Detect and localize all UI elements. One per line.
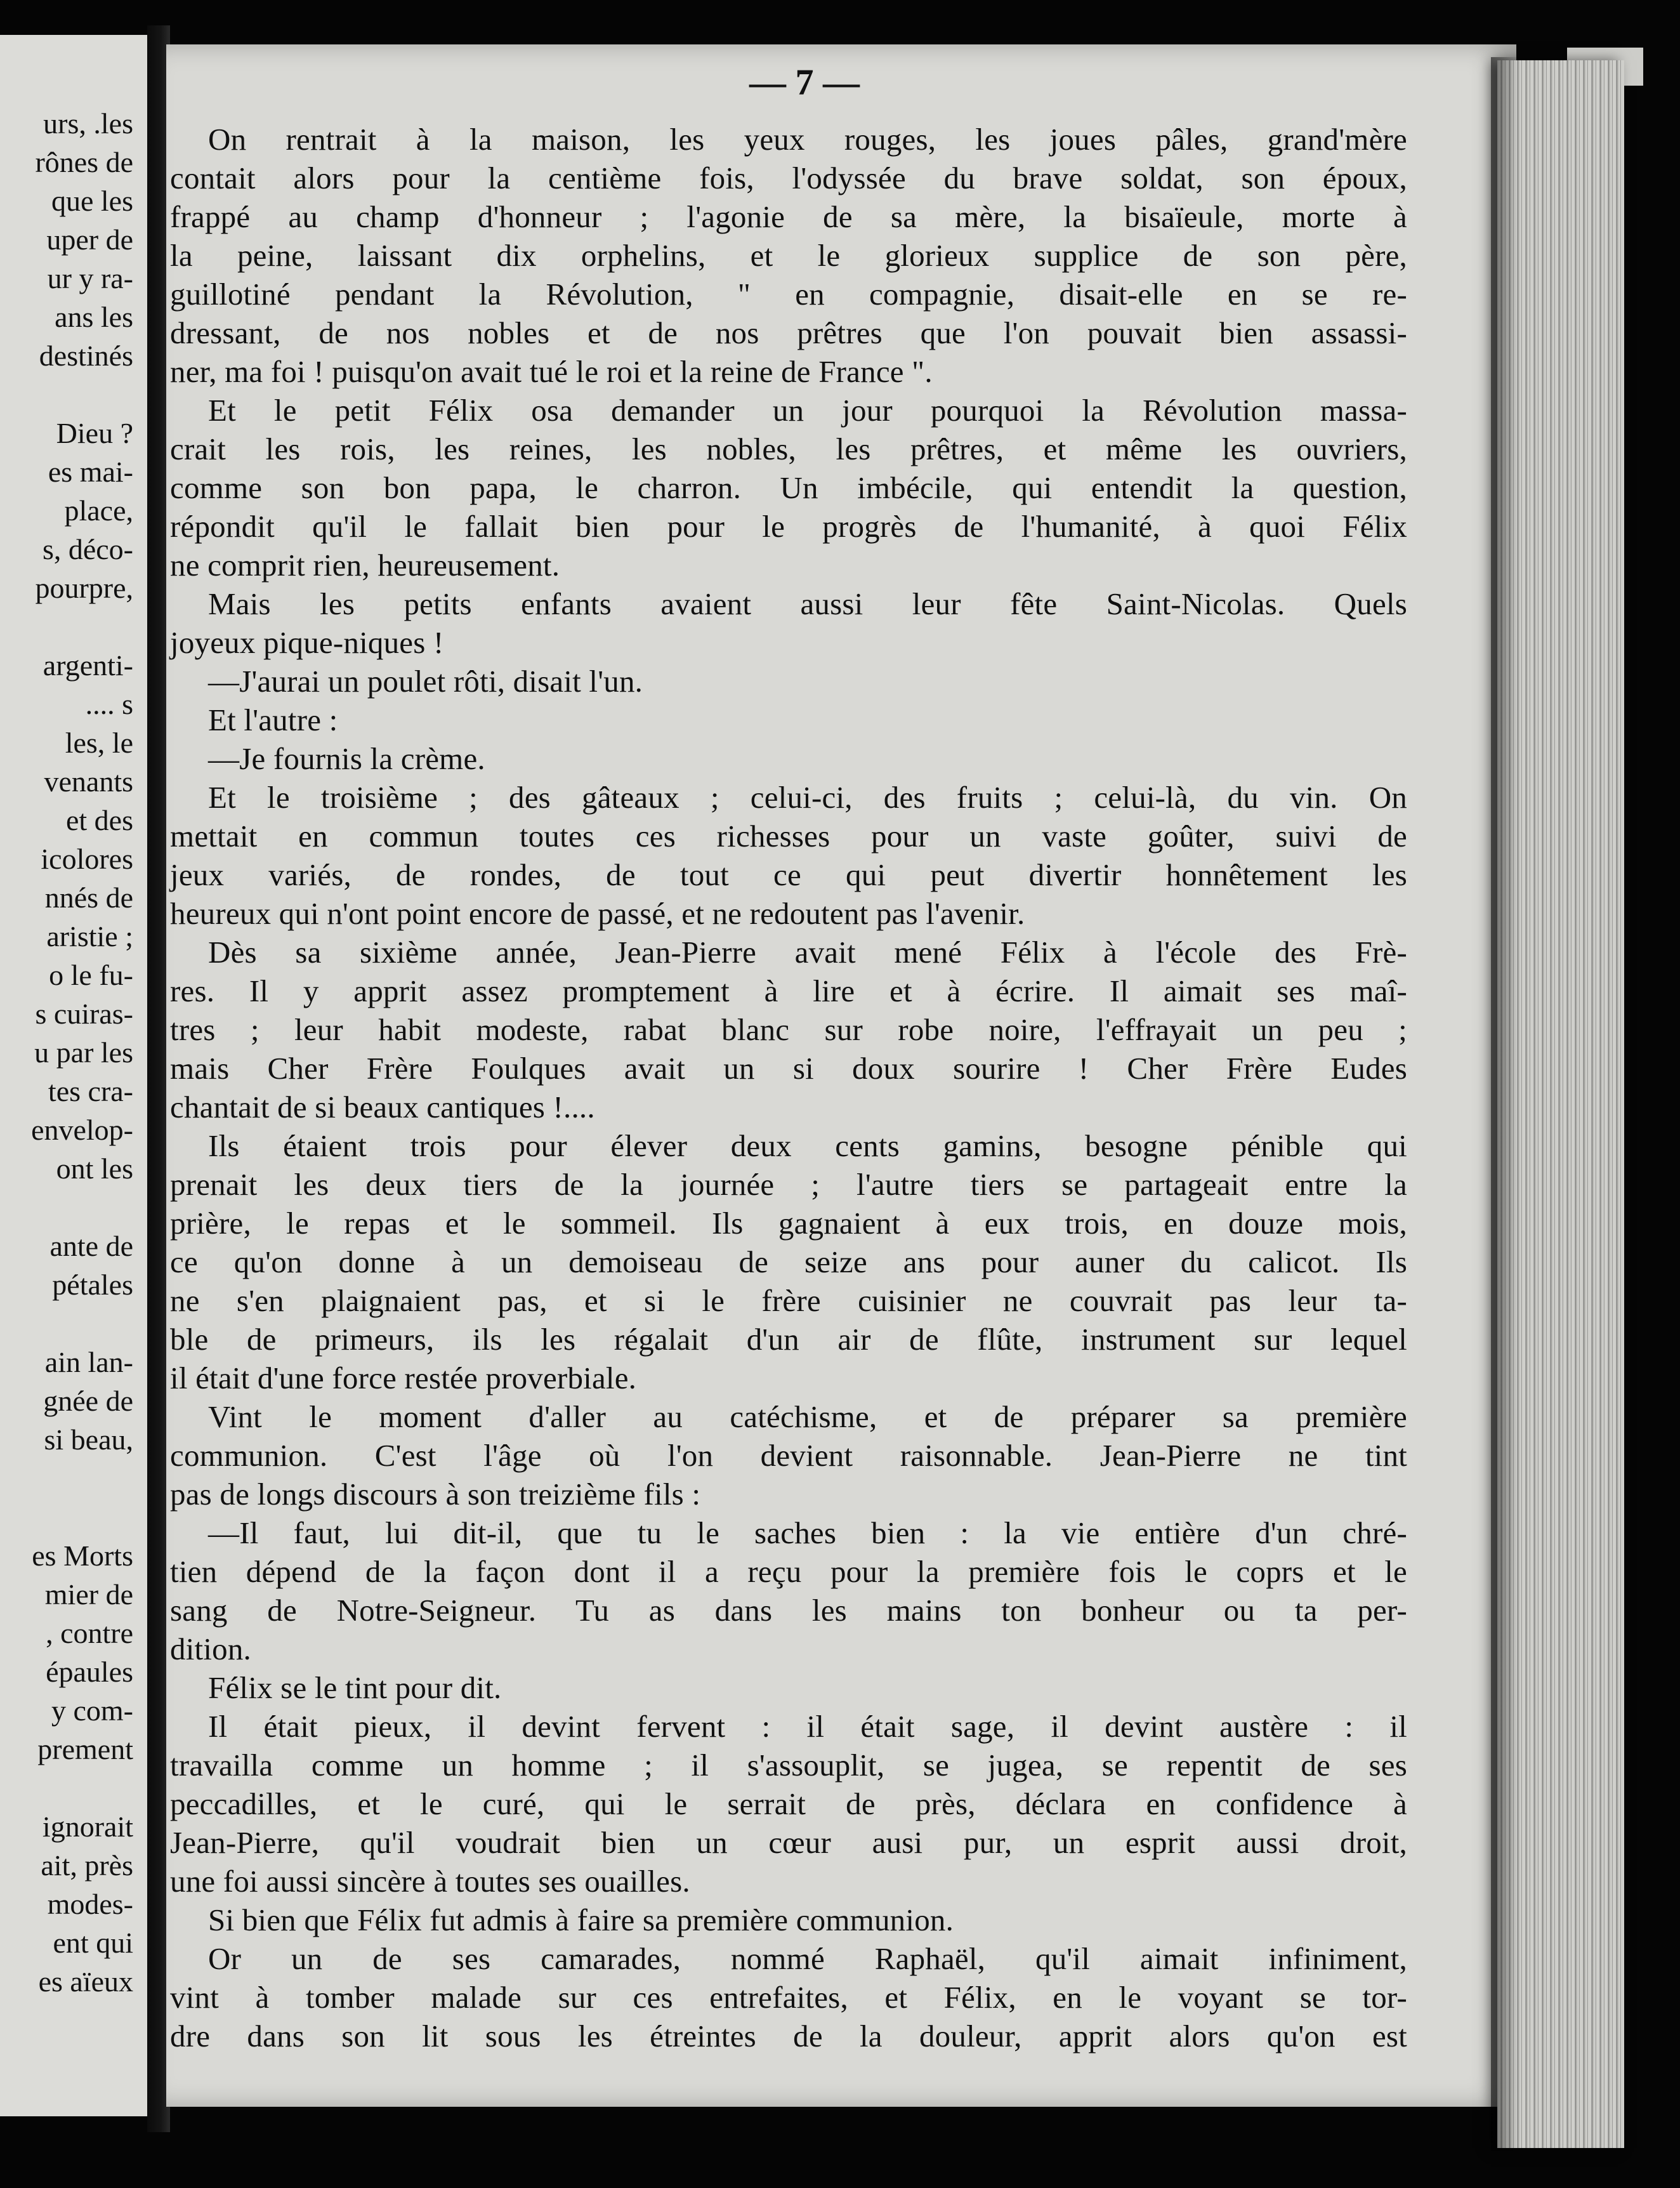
left-page-line: pourpre, — [35, 572, 133, 604]
text-line: ne comprit rien, heureusement. — [170, 548, 560, 583]
left-page-line: épaules — [46, 1656, 133, 1688]
page-edge-shadow — [1491, 57, 1516, 2151]
left-page-line: venants — [44, 765, 133, 798]
left-page-line: es aïeux — [38, 1965, 133, 1998]
left-page-line: s cuiras- — [35, 998, 133, 1030]
text-line: dition. — [170, 1631, 251, 1666]
left-page-line: .... s — [85, 688, 133, 720]
left-page-line: si beau, — [44, 1423, 133, 1456]
left-page-line: uper de — [46, 223, 133, 256]
left-page-line: ain lan- — [44, 1346, 133, 1378]
text-line: ne s'en plaignaient pas, et si le frère cuisinier ne couvrait pas leur ta- — [170, 1283, 1407, 1318]
text-line: prenait les deux tiers de la journée ; l'autre tiers se partageait entre la — [170, 1167, 1407, 1202]
text-line: dre dans son lit sous les étreintes de la douleur, apprit alors qu'on est — [170, 2019, 1407, 2053]
left-page-line: s, déco- — [42, 533, 133, 565]
left-page-line: aristie ; — [46, 920, 133, 952]
left-page-line: icolores — [41, 843, 133, 875]
left-page-line: nnés de — [44, 881, 133, 914]
text-line: la peine, laissant dix orphelins, et le glorieux supplice de son père, — [170, 238, 1407, 273]
text-line: prière, le repas et le sommeil. Ils gagnaient à eux trois, en douze mois, — [170, 1206, 1407, 1241]
left-page-line: et des — [65, 804, 133, 836]
text-line: répondit qu'il le fallait bien pour le progrès de l'humanité, à quoi Félix — [170, 509, 1407, 544]
left-page-line: y com- — [51, 1694, 133, 1727]
text-line: joyeux pique-niques ! — [170, 625, 444, 660]
text-line: Et l'autre : — [208, 702, 338, 737]
text-line: contait alors pour la centième fois, l'odyssée du brave soldat, son époux, — [170, 161, 1407, 195]
text-line: —Je fournis la crème. — [208, 741, 485, 776]
left-page-line: , contre — [46, 1617, 133, 1649]
text-line: jeux variés, de rondes, de tout ce qui peut divertir honnêtement les — [170, 857, 1407, 892]
left-page-line: ans les — [55, 301, 133, 333]
text-line: tien dépend de la façon dont il a reçu pour la première fois le coprs et le — [170, 1554, 1407, 1589]
left-page-line: prement — [37, 1733, 133, 1765]
left-page-line: envelop- — [31, 1114, 133, 1146]
page-edges — [1497, 60, 1624, 2148]
text-line: Mais les petits enfants avaient aussi leur fête Saint-Nicolas. Quels — [208, 586, 1407, 621]
text-line: Dès sa sixième année, Jean-Pierre avait mené Félix à l'école des Frè- — [208, 935, 1407, 970]
text-line: Or un de ses camarades, nommé Raphaël, qu'il aimait infiniment, — [208, 1941, 1407, 1976]
page-number: — 7 — — [749, 62, 860, 103]
left-page-line: mier de — [44, 1578, 133, 1611]
left-page-line: es Morts — [32, 1539, 133, 1572]
text-line: Jean-Pierre, qu'il voudrait bien un cœur ausi pur, un esprit aussi droit, — [170, 1825, 1407, 1860]
text-line: communion. C'est l'âge où l'on devient raisonnable. Jean-Pierre ne tint — [170, 1438, 1407, 1473]
left-page-line: modes- — [47, 1888, 133, 1920]
left-page-line: Dieu ? — [56, 417, 133, 449]
left-page-line: tes cra- — [48, 1075, 133, 1107]
text-line: ble de primeurs, ils les régalait d'un air de flûte, instrument sur lequel — [170, 1322, 1407, 1357]
left-page-line: gnée de — [43, 1385, 133, 1417]
left-page-line: destinés — [39, 339, 133, 372]
text-line: guillotiné pendant la Révolution, " en compagnie, disait-elle en se re- — [170, 277, 1407, 312]
text-line: —J'aurai un poulet rôti, disait l'un. — [208, 664, 643, 699]
text-line: Et le troisième ; des gâteaux ; celui-ci, des fruits ; celui-là, du vin. On — [208, 780, 1407, 815]
left-page-line: u par les — [34, 1036, 133, 1069]
text-line: mais Cher Frère Foulques avait un si doux sourire ! Cher Frère Eudes — [170, 1051, 1407, 1086]
text-line: dressant, de nos nobles et de nos prêtres que l'on pouvait bien assassi- — [170, 315, 1407, 350]
text-line: ce qu'on donne à un demoiseau de seize ans pour auner du calicot. Ils — [170, 1244, 1407, 1279]
text-line: mettait en commun toutes ces richesses pour un vaste goûter, suivi de — [170, 819, 1407, 853]
left-page-line: les, le — [65, 727, 133, 759]
left-page-line: ante de — [49, 1230, 133, 1262]
text-line: Si bien que Félix fut admis à faire sa première communion. — [208, 1902, 954, 1937]
left-page-line: ait, près — [41, 1849, 133, 1882]
text-line: travailla comme un homme ; il s'assouplit, se jugea, se repentit de ses — [170, 1748, 1407, 1783]
text-line: frappé au champ d'honneur ; l'agonie de sa mère, la bisaïeule, morte à — [170, 199, 1407, 234]
text-line: On rentrait à la maison, les yeux rouges, les joues pâles, grand'mère — [208, 122, 1407, 157]
text-line: comme son bon papa, le charron. Un imbécile, qui entendit la question, — [170, 470, 1407, 505]
text-line: tres ; leur habit modeste, rabat blanc sur robe noire, l'effrayait un peu ; — [170, 1012, 1407, 1047]
left-page-line: ent qui — [53, 1927, 133, 1959]
left-page-fragment — [0, 35, 147, 2116]
left-page-line: ur y ra- — [47, 262, 133, 294]
left-page-line: es mai- — [48, 456, 133, 488]
text-line: une foi aussi sincère à toutes ses ouailles. — [170, 1864, 690, 1899]
text-line: Il était pieux, il devint fervent : il était sage, il devint austère : il — [208, 1709, 1407, 1744]
left-page-line: place, — [64, 494, 133, 527]
text-line: Vint le moment d'aller au catéchisme, et de préparer sa première — [208, 1399, 1407, 1434]
text-line: Ils étaient trois pour élever deux cents gamins, besogne pénible qui — [208, 1128, 1407, 1163]
text-line: sang de Notre-Seigneur. Tu as dans les mains ton bonheur ou ta per- — [170, 1593, 1407, 1628]
left-page-line: pétales — [52, 1269, 133, 1301]
text-line: —Il faut, lui dit-il, que tu le saches bien : la vie entière d'un chré- — [208, 1515, 1407, 1550]
text-line: Félix se le tint pour dit. — [208, 1670, 502, 1705]
text-line: il était d'une force restée proverbiale. — [170, 1361, 637, 1395]
text-line: pas de longs discours à son treizième fils : — [170, 1477, 701, 1512]
left-page-line: que les — [51, 185, 133, 217]
text-line: ner, ma foi ! puisqu'on avait tué le roi et la reine de France ". — [170, 354, 933, 389]
text-line: chantait de si beaux cantiques !.... — [170, 1090, 595, 1124]
text-line: Et le petit Félix osa demander un jour pourquoi la Révolution massa- — [208, 393, 1407, 428]
text-line: crait les rois, les reines, les nobles, les prêtres, et même les ouvriers, — [170, 432, 1407, 466]
left-page-line: ont les — [56, 1152, 133, 1185]
left-page-line: argenti- — [43, 649, 133, 682]
left-page-line: o le fu- — [49, 959, 133, 991]
left-page-line: ignorait — [42, 1810, 133, 1843]
text-line: vint à tomber malade sur ces entrefaites, et Félix, en le voyant se tor- — [170, 1980, 1407, 2015]
text-line: peccadilles, et le curé, qui le serrait de près, déclara en confidence à — [170, 1786, 1407, 1821]
text-line: heureux qui n'ont point encore de passé, et ne redoutent pas l'avenir. — [170, 896, 1025, 931]
left-page-line: rônes de — [35, 146, 133, 178]
left-page-line: urs, .les — [43, 107, 133, 140]
text-line: res. Il y apprit assez promptement à lire et à écrire. Il aimait ses maî- — [170, 973, 1407, 1008]
